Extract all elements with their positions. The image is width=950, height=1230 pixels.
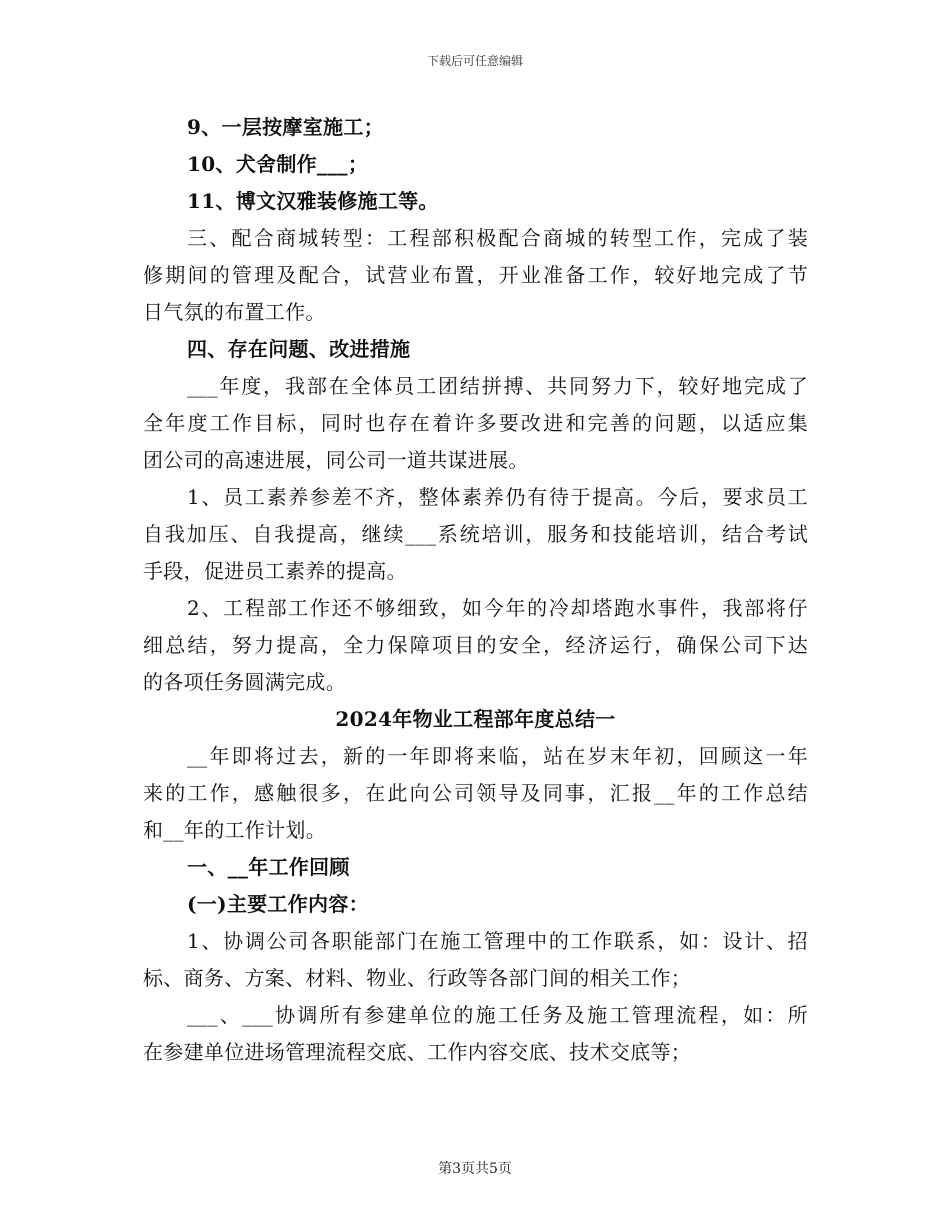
paragraph-line: ___、___协调所有参建单位的施工任务及施工管理流程，如：所 <box>187 1003 808 1027</box>
paragraph-line: 日气氛的布置工作。 <box>143 300 326 324</box>
paragraph-line: 三、配合商城转型：工程部积极配合商城的转型工作，完成了装 <box>187 226 808 250</box>
list-item-9: 9、一层按摩室施工； <box>187 115 384 139</box>
paragraph-line: 在参建单位进场管理流程交底、工作内容交底、技术交底等； <box>143 1040 692 1064</box>
page-number: 第3页共5页 <box>438 1161 512 1177</box>
paragraph-line: 1、协调公司各职能部门在施工管理中的工作联系，如：设计、招 <box>187 929 808 953</box>
paragraph-line: 细总结，努力提高，全力保障项目的安全，经济运行，确保公司下达 <box>143 633 808 657</box>
paragraph-line: 和__年的工作计划。 <box>143 818 326 842</box>
subsection-heading: (一)主要工作内容： <box>187 892 369 916</box>
paragraph-line: 1、员工素养参差不齐，整体素养仍有待于提高。今后，要求员工 <box>187 485 808 509</box>
document-body <box>143 109 808 1071</box>
page-header: 下载后可任意编辑 <box>426 54 523 68</box>
paragraph-line: 的各项任务圆满完成。 <box>143 670 346 694</box>
paragraph-line: __年即将过去，新的一年即将来临，站在岁末年初，回顾这一年 <box>187 744 808 768</box>
paragraph-line: 2、工程部工作还不够细致，如今年的冷却塔跑水事件，我部将仔 <box>187 596 808 620</box>
list-item-11: 11、博文汉雅装修施工等。 <box>187 189 439 213</box>
paragraph-line: 全年度工作目标，同时也存在着许多要改进和完善的问题，以适应集 <box>143 411 808 435</box>
list-item-10: 10、犬舍制作___； <box>187 152 369 176</box>
section-heading: 四、存在问题、改进措施 <box>187 337 411 361</box>
paragraph-line: 团公司的高速进展，同公司一道共谋进展。 <box>143 448 529 472</box>
paragraph-line: 标、商务、方案、材料、物业、行政等各部门间的相关工作； <box>143 966 692 990</box>
paragraph-line: 来的工作，感触很多，在此向公司领导及同事，汇报__年的工作总结 <box>143 781 808 805</box>
section-heading: 一、__年工作回顾 <box>187 855 350 879</box>
paragraph-line: 手段，促进员工素养的提高。 <box>143 559 407 583</box>
paragraph-line: 自我加压、自我提高，继续___系统培训，服务和技能培训，结合考试 <box>143 522 808 546</box>
paragraph-line: ___年度，我部在全体员工团结拼搏、共同努力下，较好地完成了 <box>187 374 808 398</box>
paragraph-line: 修期间的管理及配合，试营业布置，开业准备工作，较好地完成了节 <box>143 263 808 287</box>
document-title: 2024年物业工程部年度总结一 <box>335 707 616 731</box>
